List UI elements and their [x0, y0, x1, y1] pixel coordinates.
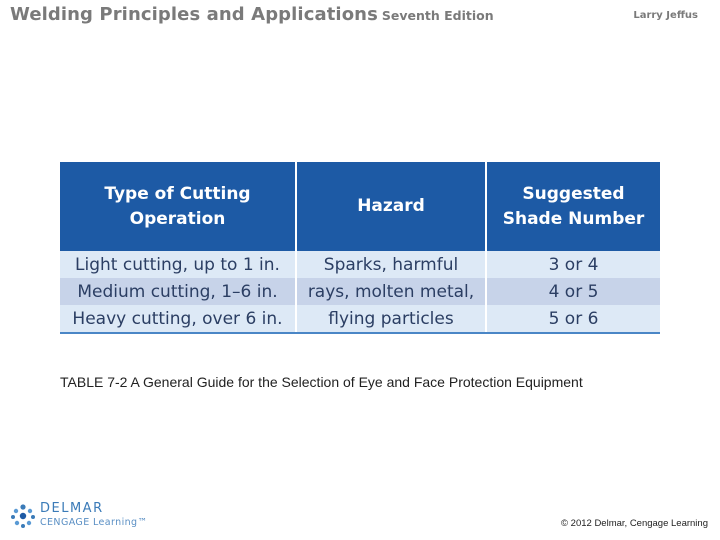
operation-cell: Light cutting, up to 1 in.: [60, 251, 296, 278]
operation-cell: Heavy cutting, over 6 in.: [60, 305, 296, 333]
column-header-hazard: Hazard: [296, 162, 486, 251]
book-edition: Seventh Edition: [381, 8, 494, 23]
table-row: [60, 278, 660, 305]
table-caption: TABLE 7-2 A General Guide for the Selection of Eye and Face Protection Equipment: [60, 374, 583, 390]
shade-cell: 5 or 6: [486, 305, 660, 333]
shade-cell: 4 or 5: [486, 278, 660, 305]
logo-wordmark-cengage: [40, 517, 147, 528]
book-author: Larry Jeffus: [633, 10, 698, 21]
shade-cell: 3 or 4: [486, 251, 660, 278]
book-title: [10, 4, 494, 25]
table-header-row: [60, 162, 660, 251]
table-row: [60, 305, 660, 333]
delmar-cengage-logo: [10, 500, 148, 532]
delmar-logo-icon: [10, 503, 36, 529]
logo-trademark: ™: [137, 517, 148, 528]
hazard-cell: Sparks, harmful: [296, 251, 486, 278]
operation-cell: Medium cutting, 1–6 in.: [60, 278, 296, 305]
table-row: [60, 251, 660, 278]
column-header-operation: Type of Cutting Operation: [60, 162, 296, 251]
hazard-cell: flying particles: [296, 305, 486, 333]
column-header-shade: Suggested Shade Number: [486, 162, 660, 251]
book-title-main: Welding Principles and Applications: [10, 4, 378, 25]
logo-cengage-label: CENGAGE Learning: [40, 517, 138, 528]
hazard-cell: rays, molten metal,: [296, 278, 486, 305]
copyright-notice: © 2012 Delmar, Cengage Learning: [561, 518, 708, 529]
shade-selection-table: [60, 162, 660, 334]
logo-wordmark-delmar: DELMAR: [40, 501, 104, 516]
